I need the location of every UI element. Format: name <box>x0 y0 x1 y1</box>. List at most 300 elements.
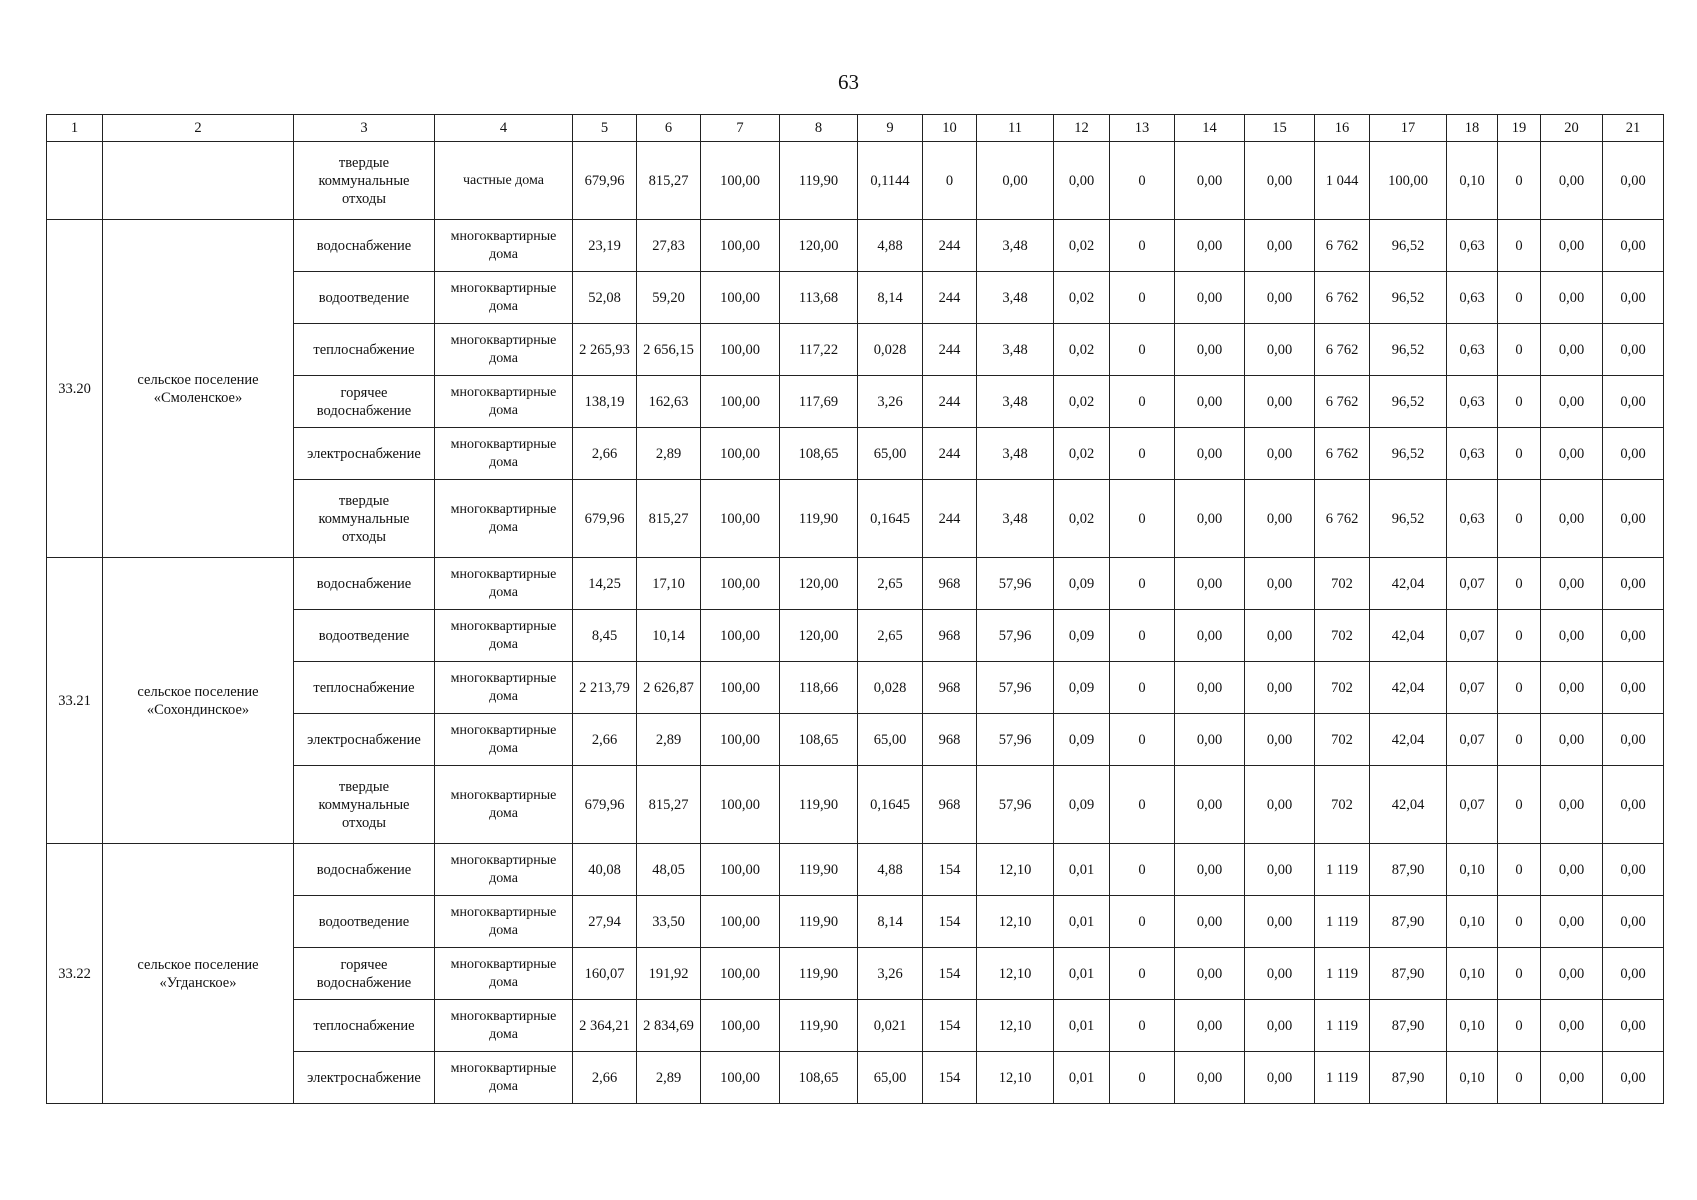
service-cell: водоотведение <box>294 896 435 948</box>
value-cell-col-20: 0,00 <box>1541 662 1603 714</box>
value-cell-col-16: 702 <box>1315 610 1370 662</box>
housing-type-cell: многоквартирные дома <box>435 948 573 1000</box>
value-cell-col-13: 0 <box>1110 142 1175 220</box>
header-cell-15: 15 <box>1245 115 1315 142</box>
value-cell-col-11: 12,10 <box>977 896 1054 948</box>
housing-type-cell: многоквартирные дома <box>435 714 573 766</box>
value-cell-col-14: 0,00 <box>1175 610 1245 662</box>
value-cell-col-10: 154 <box>923 948 977 1000</box>
value-cell-col-19: 0 <box>1498 142 1541 220</box>
value-cell-col-17: 42,04 <box>1370 714 1447 766</box>
value-cell-col-7: 100,00 <box>701 948 780 1000</box>
value-cell-col-21: 0,00 <box>1603 142 1664 220</box>
value-cell-col-10: 968 <box>923 558 977 610</box>
row-number-cell <box>47 142 103 220</box>
header-cell-11: 11 <box>977 115 1054 142</box>
value-cell-col-7: 100,00 <box>701 558 780 610</box>
housing-type-cell: многоквартирные дома <box>435 324 573 376</box>
value-cell-col-13: 0 <box>1110 766 1175 844</box>
value-cell-col-11: 0,00 <box>977 142 1054 220</box>
value-cell-col-20: 0,00 <box>1541 610 1603 662</box>
value-cell-col-7: 100,00 <box>701 142 780 220</box>
value-cell-col-8: 117,69 <box>780 376 858 428</box>
value-cell-col-13: 0 <box>1110 480 1175 558</box>
header-cell-21: 21 <box>1603 115 1664 142</box>
value-cell-col-10: 244 <box>923 324 977 376</box>
value-cell-col-16: 6 762 <box>1315 324 1370 376</box>
value-cell-col-19: 0 <box>1498 220 1541 272</box>
value-cell-col-15: 0,00 <box>1245 142 1315 220</box>
value-cell-col-10: 154 <box>923 1000 977 1052</box>
value-cell-col-6: 27,83 <box>637 220 701 272</box>
value-cell-col-5: 27,94 <box>573 896 637 948</box>
value-cell-col-6: 2 656,15 <box>637 324 701 376</box>
value-cell-col-11: 57,96 <box>977 610 1054 662</box>
value-cell-col-13: 0 <box>1110 844 1175 896</box>
value-cell-col-18: 0,07 <box>1447 610 1498 662</box>
settlement-name-cell: сельское поселение «Угданское» <box>103 844 294 1104</box>
value-cell-col-7: 100,00 <box>701 714 780 766</box>
value-cell-col-9: 0,1645 <box>858 480 923 558</box>
value-cell-col-15: 0,00 <box>1245 428 1315 480</box>
housing-type-cell: многоквартирные дома <box>435 766 573 844</box>
value-cell-col-18: 0,10 <box>1447 844 1498 896</box>
value-cell-col-20: 0,00 <box>1541 324 1603 376</box>
value-cell-col-15: 0,00 <box>1245 324 1315 376</box>
value-cell-col-15: 0,00 <box>1245 1052 1315 1104</box>
value-cell-col-20: 0,00 <box>1541 220 1603 272</box>
value-cell-col-17: 87,90 <box>1370 844 1447 896</box>
value-cell-col-9: 4,88 <box>858 844 923 896</box>
value-cell-col-16: 702 <box>1315 558 1370 610</box>
value-cell-col-8: 108,65 <box>780 428 858 480</box>
service-cell: водоснабжение <box>294 220 435 272</box>
value-cell-col-6: 162,63 <box>637 376 701 428</box>
value-cell-col-19: 0 <box>1498 844 1541 896</box>
value-cell-col-12: 0,00 <box>1054 142 1110 220</box>
value-cell-col-6: 2,89 <box>637 1052 701 1104</box>
value-cell-col-20: 0,00 <box>1541 1052 1603 1104</box>
housing-type-cell: многоквартирные дома <box>435 844 573 896</box>
value-cell-col-12: 0,01 <box>1054 844 1110 896</box>
value-cell-col-21: 0,00 <box>1603 1052 1664 1104</box>
value-cell-col-10: 154 <box>923 1052 977 1104</box>
value-cell-col-9: 3,26 <box>858 376 923 428</box>
housing-type-cell: многоквартирные дома <box>435 1052 573 1104</box>
value-cell-col-20: 0,00 <box>1541 428 1603 480</box>
value-cell-col-12: 0,02 <box>1054 272 1110 324</box>
value-cell-col-18: 0,63 <box>1447 272 1498 324</box>
header-cell-10: 10 <box>923 115 977 142</box>
value-cell-col-20: 0,00 <box>1541 948 1603 1000</box>
value-cell-col-18: 0,10 <box>1447 142 1498 220</box>
value-cell-col-13: 0 <box>1110 896 1175 948</box>
value-cell-col-9: 65,00 <box>858 714 923 766</box>
value-cell-col-14: 0,00 <box>1175 896 1245 948</box>
value-cell-col-12: 0,02 <box>1054 428 1110 480</box>
service-cell: горячее водоснабжение <box>294 948 435 1000</box>
value-cell-col-15: 0,00 <box>1245 610 1315 662</box>
value-cell-col-17: 96,52 <box>1370 324 1447 376</box>
value-cell-col-18: 0,63 <box>1447 480 1498 558</box>
row-number-cell: 33.22 <box>47 844 103 1104</box>
value-cell-col-7: 100,00 <box>701 844 780 896</box>
value-cell-col-18: 0,10 <box>1447 1052 1498 1104</box>
value-cell-col-21: 0,00 <box>1603 480 1664 558</box>
value-cell-col-16: 1 119 <box>1315 844 1370 896</box>
value-cell-col-21: 0,00 <box>1603 610 1664 662</box>
value-cell-col-6: 191,92 <box>637 948 701 1000</box>
value-cell-col-15: 0,00 <box>1245 662 1315 714</box>
value-cell-col-11: 57,96 <box>977 714 1054 766</box>
value-cell-col-11: 3,48 <box>977 376 1054 428</box>
value-cell-col-19: 0 <box>1498 480 1541 558</box>
value-cell-col-16: 702 <box>1315 662 1370 714</box>
value-cell-col-14: 0,00 <box>1175 714 1245 766</box>
value-cell-col-10: 968 <box>923 714 977 766</box>
value-cell-col-10: 244 <box>923 272 977 324</box>
value-cell-col-10: 968 <box>923 610 977 662</box>
value-cell-col-8: 119,90 <box>780 948 858 1000</box>
value-cell-col-12: 0,01 <box>1054 1000 1110 1052</box>
value-cell-col-10: 244 <box>923 480 977 558</box>
value-cell-col-19: 0 <box>1498 714 1541 766</box>
value-cell-col-12: 0,01 <box>1054 948 1110 1000</box>
table-row <box>47 844 1664 896</box>
value-cell-col-12: 0,09 <box>1054 766 1110 844</box>
value-cell-col-5: 8,45 <box>573 610 637 662</box>
housing-type-cell: многоквартирные дома <box>435 610 573 662</box>
value-cell-col-6: 815,27 <box>637 480 701 558</box>
value-cell-col-20: 0,00 <box>1541 376 1603 428</box>
service-cell: водоснабжение <box>294 844 435 896</box>
value-cell-col-18: 0,10 <box>1447 1000 1498 1052</box>
value-cell-col-16: 702 <box>1315 714 1370 766</box>
value-cell-col-13: 0 <box>1110 324 1175 376</box>
value-cell-col-21: 0,00 <box>1603 324 1664 376</box>
value-cell-col-6: 17,10 <box>637 558 701 610</box>
value-cell-col-6: 59,20 <box>637 272 701 324</box>
value-cell-col-6: 815,27 <box>637 142 701 220</box>
value-cell-col-17: 96,52 <box>1370 272 1447 324</box>
value-cell-col-5: 160,07 <box>573 948 637 1000</box>
value-cell-col-12: 0,09 <box>1054 714 1110 766</box>
value-cell-col-9: 2,65 <box>858 610 923 662</box>
value-cell-col-17: 87,90 <box>1370 896 1447 948</box>
value-cell-col-16: 702 <box>1315 766 1370 844</box>
service-cell: водоотведение <box>294 272 435 324</box>
value-cell-col-10: 968 <box>923 662 977 714</box>
value-cell-col-14: 0,00 <box>1175 1052 1245 1104</box>
value-cell-col-19: 0 <box>1498 1052 1541 1104</box>
value-cell-col-7: 100,00 <box>701 662 780 714</box>
value-cell-col-13: 0 <box>1110 272 1175 324</box>
value-cell-col-21: 0,00 <box>1603 948 1664 1000</box>
value-cell-col-19: 0 <box>1498 324 1541 376</box>
value-cell-col-18: 0,07 <box>1447 714 1498 766</box>
header-cell-8: 8 <box>780 115 858 142</box>
table-body <box>47 115 1664 1104</box>
value-cell-col-14: 0,00 <box>1175 428 1245 480</box>
value-cell-col-19: 0 <box>1498 272 1541 324</box>
value-cell-col-9: 8,14 <box>858 272 923 324</box>
value-cell-col-7: 100,00 <box>701 480 780 558</box>
value-cell-col-14: 0,00 <box>1175 766 1245 844</box>
value-cell-col-17: 42,04 <box>1370 558 1447 610</box>
header-cell-2: 2 <box>103 115 294 142</box>
housing-type-cell: многоквартирные дома <box>435 272 573 324</box>
value-cell-col-7: 100,00 <box>701 428 780 480</box>
header-cell-9: 9 <box>858 115 923 142</box>
value-cell-col-21: 0,00 <box>1603 766 1664 844</box>
value-cell-col-11: 57,96 <box>977 662 1054 714</box>
value-cell-col-17: 87,90 <box>1370 948 1447 1000</box>
value-cell-col-17: 42,04 <box>1370 610 1447 662</box>
row-number-cell: 33.21 <box>47 558 103 844</box>
service-cell: твердые коммунальные отходы <box>294 766 435 844</box>
value-cell-col-14: 0,00 <box>1175 272 1245 324</box>
value-cell-col-17: 42,04 <box>1370 662 1447 714</box>
header-row <box>47 115 1664 142</box>
value-cell-col-16: 1 119 <box>1315 948 1370 1000</box>
header-cell-5: 5 <box>573 115 637 142</box>
value-cell-col-13: 0 <box>1110 610 1175 662</box>
header-cell-14: 14 <box>1175 115 1245 142</box>
value-cell-col-7: 100,00 <box>701 1000 780 1052</box>
value-cell-col-14: 0,00 <box>1175 948 1245 1000</box>
value-cell-col-21: 0,00 <box>1603 844 1664 896</box>
value-cell-col-17: 87,90 <box>1370 1000 1447 1052</box>
value-cell-col-9: 0,1645 <box>858 766 923 844</box>
value-cell-col-13: 0 <box>1110 376 1175 428</box>
value-cell-col-8: 119,90 <box>780 766 858 844</box>
value-cell-col-21: 0,00 <box>1603 558 1664 610</box>
value-cell-col-7: 100,00 <box>701 766 780 844</box>
value-cell-col-20: 0,00 <box>1541 480 1603 558</box>
value-cell-col-8: 118,66 <box>780 662 858 714</box>
header-cell-7: 7 <box>701 115 780 142</box>
header-cell-3: 3 <box>294 115 435 142</box>
service-cell: твердые коммунальные отходы <box>294 480 435 558</box>
value-cell-col-11: 3,48 <box>977 324 1054 376</box>
value-cell-col-5: 40,08 <box>573 844 637 896</box>
value-cell-col-8: 119,90 <box>780 1000 858 1052</box>
value-cell-col-8: 119,90 <box>780 480 858 558</box>
value-cell-col-14: 0,00 <box>1175 1000 1245 1052</box>
service-cell: горячее водоснабжение <box>294 376 435 428</box>
value-cell-col-15: 0,00 <box>1245 1000 1315 1052</box>
value-cell-col-10: 968 <box>923 766 977 844</box>
value-cell-col-21: 0,00 <box>1603 714 1664 766</box>
value-cell-col-13: 0 <box>1110 558 1175 610</box>
housing-type-cell: многоквартирные дома <box>435 428 573 480</box>
value-cell-col-16: 6 762 <box>1315 220 1370 272</box>
value-cell-col-20: 0,00 <box>1541 558 1603 610</box>
value-cell-col-13: 0 <box>1110 220 1175 272</box>
value-cell-col-14: 0,00 <box>1175 376 1245 428</box>
value-cell-col-5: 2,66 <box>573 1052 637 1104</box>
value-cell-col-14: 0,00 <box>1175 324 1245 376</box>
header-cell-19: 19 <box>1498 115 1541 142</box>
header-cell-17: 17 <box>1370 115 1447 142</box>
value-cell-col-9: 4,88 <box>858 220 923 272</box>
value-cell-col-6: 2 626,87 <box>637 662 701 714</box>
value-cell-col-16: 1 119 <box>1315 1000 1370 1052</box>
header-cell-12: 12 <box>1054 115 1110 142</box>
value-cell-col-11: 12,10 <box>977 1052 1054 1104</box>
value-cell-col-9: 3,26 <box>858 948 923 1000</box>
service-cell: водоотведение <box>294 610 435 662</box>
value-cell-col-7: 100,00 <box>701 376 780 428</box>
table-row <box>47 220 1664 272</box>
value-cell-col-11: 3,48 <box>977 272 1054 324</box>
value-cell-col-15: 0,00 <box>1245 558 1315 610</box>
housing-type-cell: многоквартирные дома <box>435 558 573 610</box>
value-cell-col-6: 815,27 <box>637 766 701 844</box>
value-cell-col-18: 0,63 <box>1447 220 1498 272</box>
value-cell-col-5: 2 213,79 <box>573 662 637 714</box>
value-cell-col-21: 0,00 <box>1603 896 1664 948</box>
value-cell-col-19: 0 <box>1498 428 1541 480</box>
value-cell-col-19: 0 <box>1498 610 1541 662</box>
value-cell-col-9: 2,65 <box>858 558 923 610</box>
value-cell-col-9: 8,14 <box>858 896 923 948</box>
value-cell-col-11: 57,96 <box>977 766 1054 844</box>
value-cell-col-6: 2,89 <box>637 428 701 480</box>
settlement-name-cell: сельское поселение «Смоленское» <box>103 220 294 558</box>
value-cell-col-17: 96,52 <box>1370 480 1447 558</box>
value-cell-col-13: 0 <box>1110 714 1175 766</box>
value-cell-col-15: 0,00 <box>1245 480 1315 558</box>
value-cell-col-12: 0,02 <box>1054 220 1110 272</box>
value-cell-col-20: 0,00 <box>1541 142 1603 220</box>
value-cell-col-19: 0 <box>1498 766 1541 844</box>
value-cell-col-17: 96,52 <box>1370 376 1447 428</box>
service-cell: электроснабжение <box>294 714 435 766</box>
value-cell-col-8: 119,90 <box>780 896 858 948</box>
housing-type-cell: многоквартирные дома <box>435 376 573 428</box>
page-number: 63 <box>838 70 859 94</box>
value-cell-col-18: 0,07 <box>1447 766 1498 844</box>
value-cell-col-17: 42,04 <box>1370 766 1447 844</box>
value-cell-col-8: 120,00 <box>780 558 858 610</box>
value-cell-col-9: 0,1144 <box>858 142 923 220</box>
value-cell-col-9: 0,021 <box>858 1000 923 1052</box>
value-cell-col-6: 48,05 <box>637 844 701 896</box>
value-cell-col-13: 0 <box>1110 1052 1175 1104</box>
value-cell-col-11: 3,48 <box>977 480 1054 558</box>
value-cell-col-18: 0,07 <box>1447 662 1498 714</box>
value-cell-col-13: 0 <box>1110 662 1175 714</box>
service-cell: теплоснабжение <box>294 324 435 376</box>
value-cell-col-8: 120,00 <box>780 220 858 272</box>
value-cell-col-8: 108,65 <box>780 1052 858 1104</box>
value-cell-col-19: 0 <box>1498 662 1541 714</box>
value-cell-col-18: 0,63 <box>1447 428 1498 480</box>
value-cell-col-11: 3,48 <box>977 220 1054 272</box>
value-cell-col-20: 0,00 <box>1541 1000 1603 1052</box>
value-cell-col-7: 100,00 <box>701 272 780 324</box>
settlement-name-cell <box>103 142 294 220</box>
value-cell-col-12: 0,01 <box>1054 896 1110 948</box>
value-cell-col-11: 3,48 <box>977 428 1054 480</box>
value-cell-col-10: 244 <box>923 220 977 272</box>
value-cell-col-20: 0,00 <box>1541 896 1603 948</box>
value-cell-col-7: 100,00 <box>701 610 780 662</box>
value-cell-col-17: 87,90 <box>1370 1052 1447 1104</box>
value-cell-col-11: 12,10 <box>977 1000 1054 1052</box>
value-cell-col-13: 0 <box>1110 1000 1175 1052</box>
value-cell-col-19: 0 <box>1498 376 1541 428</box>
value-cell-col-5: 679,96 <box>573 142 637 220</box>
value-cell-col-12: 0,09 <box>1054 662 1110 714</box>
housing-type-cell: многоквартирные дома <box>435 896 573 948</box>
value-cell-col-13: 0 <box>1110 948 1175 1000</box>
value-cell-col-5: 679,96 <box>573 480 637 558</box>
value-cell-col-5: 2,66 <box>573 714 637 766</box>
value-cell-col-20: 0,00 <box>1541 714 1603 766</box>
value-cell-col-20: 0,00 <box>1541 272 1603 324</box>
value-cell-col-21: 0,00 <box>1603 272 1664 324</box>
housing-type-cell: многоквартирные дома <box>435 1000 573 1052</box>
value-cell-col-11: 12,10 <box>977 844 1054 896</box>
value-cell-col-8: 108,65 <box>780 714 858 766</box>
table-row <box>47 558 1664 610</box>
value-cell-col-5: 2 364,21 <box>573 1000 637 1052</box>
value-cell-col-11: 12,10 <box>977 948 1054 1000</box>
value-cell-col-19: 0 <box>1498 948 1541 1000</box>
value-cell-col-15: 0,00 <box>1245 272 1315 324</box>
value-cell-col-16: 6 762 <box>1315 428 1370 480</box>
value-cell-col-12: 0,02 <box>1054 324 1110 376</box>
row-number-cell: 33.20 <box>47 220 103 558</box>
housing-type-cell: частные дома <box>435 142 573 220</box>
value-cell-col-12: 0,02 <box>1054 376 1110 428</box>
value-cell-col-12: 0,09 <box>1054 610 1110 662</box>
value-cell-col-18: 0,63 <box>1447 324 1498 376</box>
service-cell: электроснабжение <box>294 428 435 480</box>
value-cell-col-14: 0,00 <box>1175 558 1245 610</box>
value-cell-col-14: 0,00 <box>1175 220 1245 272</box>
service-cell: водоснабжение <box>294 558 435 610</box>
header-cell-4: 4 <box>435 115 573 142</box>
value-cell-col-15: 0,00 <box>1245 220 1315 272</box>
value-cell-col-9: 65,00 <box>858 428 923 480</box>
value-cell-col-21: 0,00 <box>1603 376 1664 428</box>
value-cell-col-15: 0,00 <box>1245 376 1315 428</box>
value-cell-col-12: 0,01 <box>1054 1052 1110 1104</box>
value-cell-col-15: 0,00 <box>1245 714 1315 766</box>
value-cell-col-10: 0 <box>923 142 977 220</box>
value-cell-col-6: 10,14 <box>637 610 701 662</box>
value-cell-col-6: 2,89 <box>637 714 701 766</box>
value-cell-col-9: 0,028 <box>858 662 923 714</box>
value-cell-col-18: 0,10 <box>1447 948 1498 1000</box>
value-cell-col-16: 1 044 <box>1315 142 1370 220</box>
value-cell-col-21: 0,00 <box>1603 1000 1664 1052</box>
value-cell-col-17: 100,00 <box>1370 142 1447 220</box>
value-cell-col-11: 57,96 <box>977 558 1054 610</box>
value-cell-col-14: 0,00 <box>1175 662 1245 714</box>
value-cell-col-18: 0,63 <box>1447 376 1498 428</box>
housing-type-cell: многоквартирные дома <box>435 220 573 272</box>
service-cell: твердые коммунальные отходы <box>294 142 435 220</box>
value-cell-col-18: 0,10 <box>1447 896 1498 948</box>
value-cell-col-17: 96,52 <box>1370 428 1447 480</box>
value-cell-col-8: 117,22 <box>780 324 858 376</box>
header-cell-20: 20 <box>1541 115 1603 142</box>
value-cell-col-7: 100,00 <box>701 220 780 272</box>
